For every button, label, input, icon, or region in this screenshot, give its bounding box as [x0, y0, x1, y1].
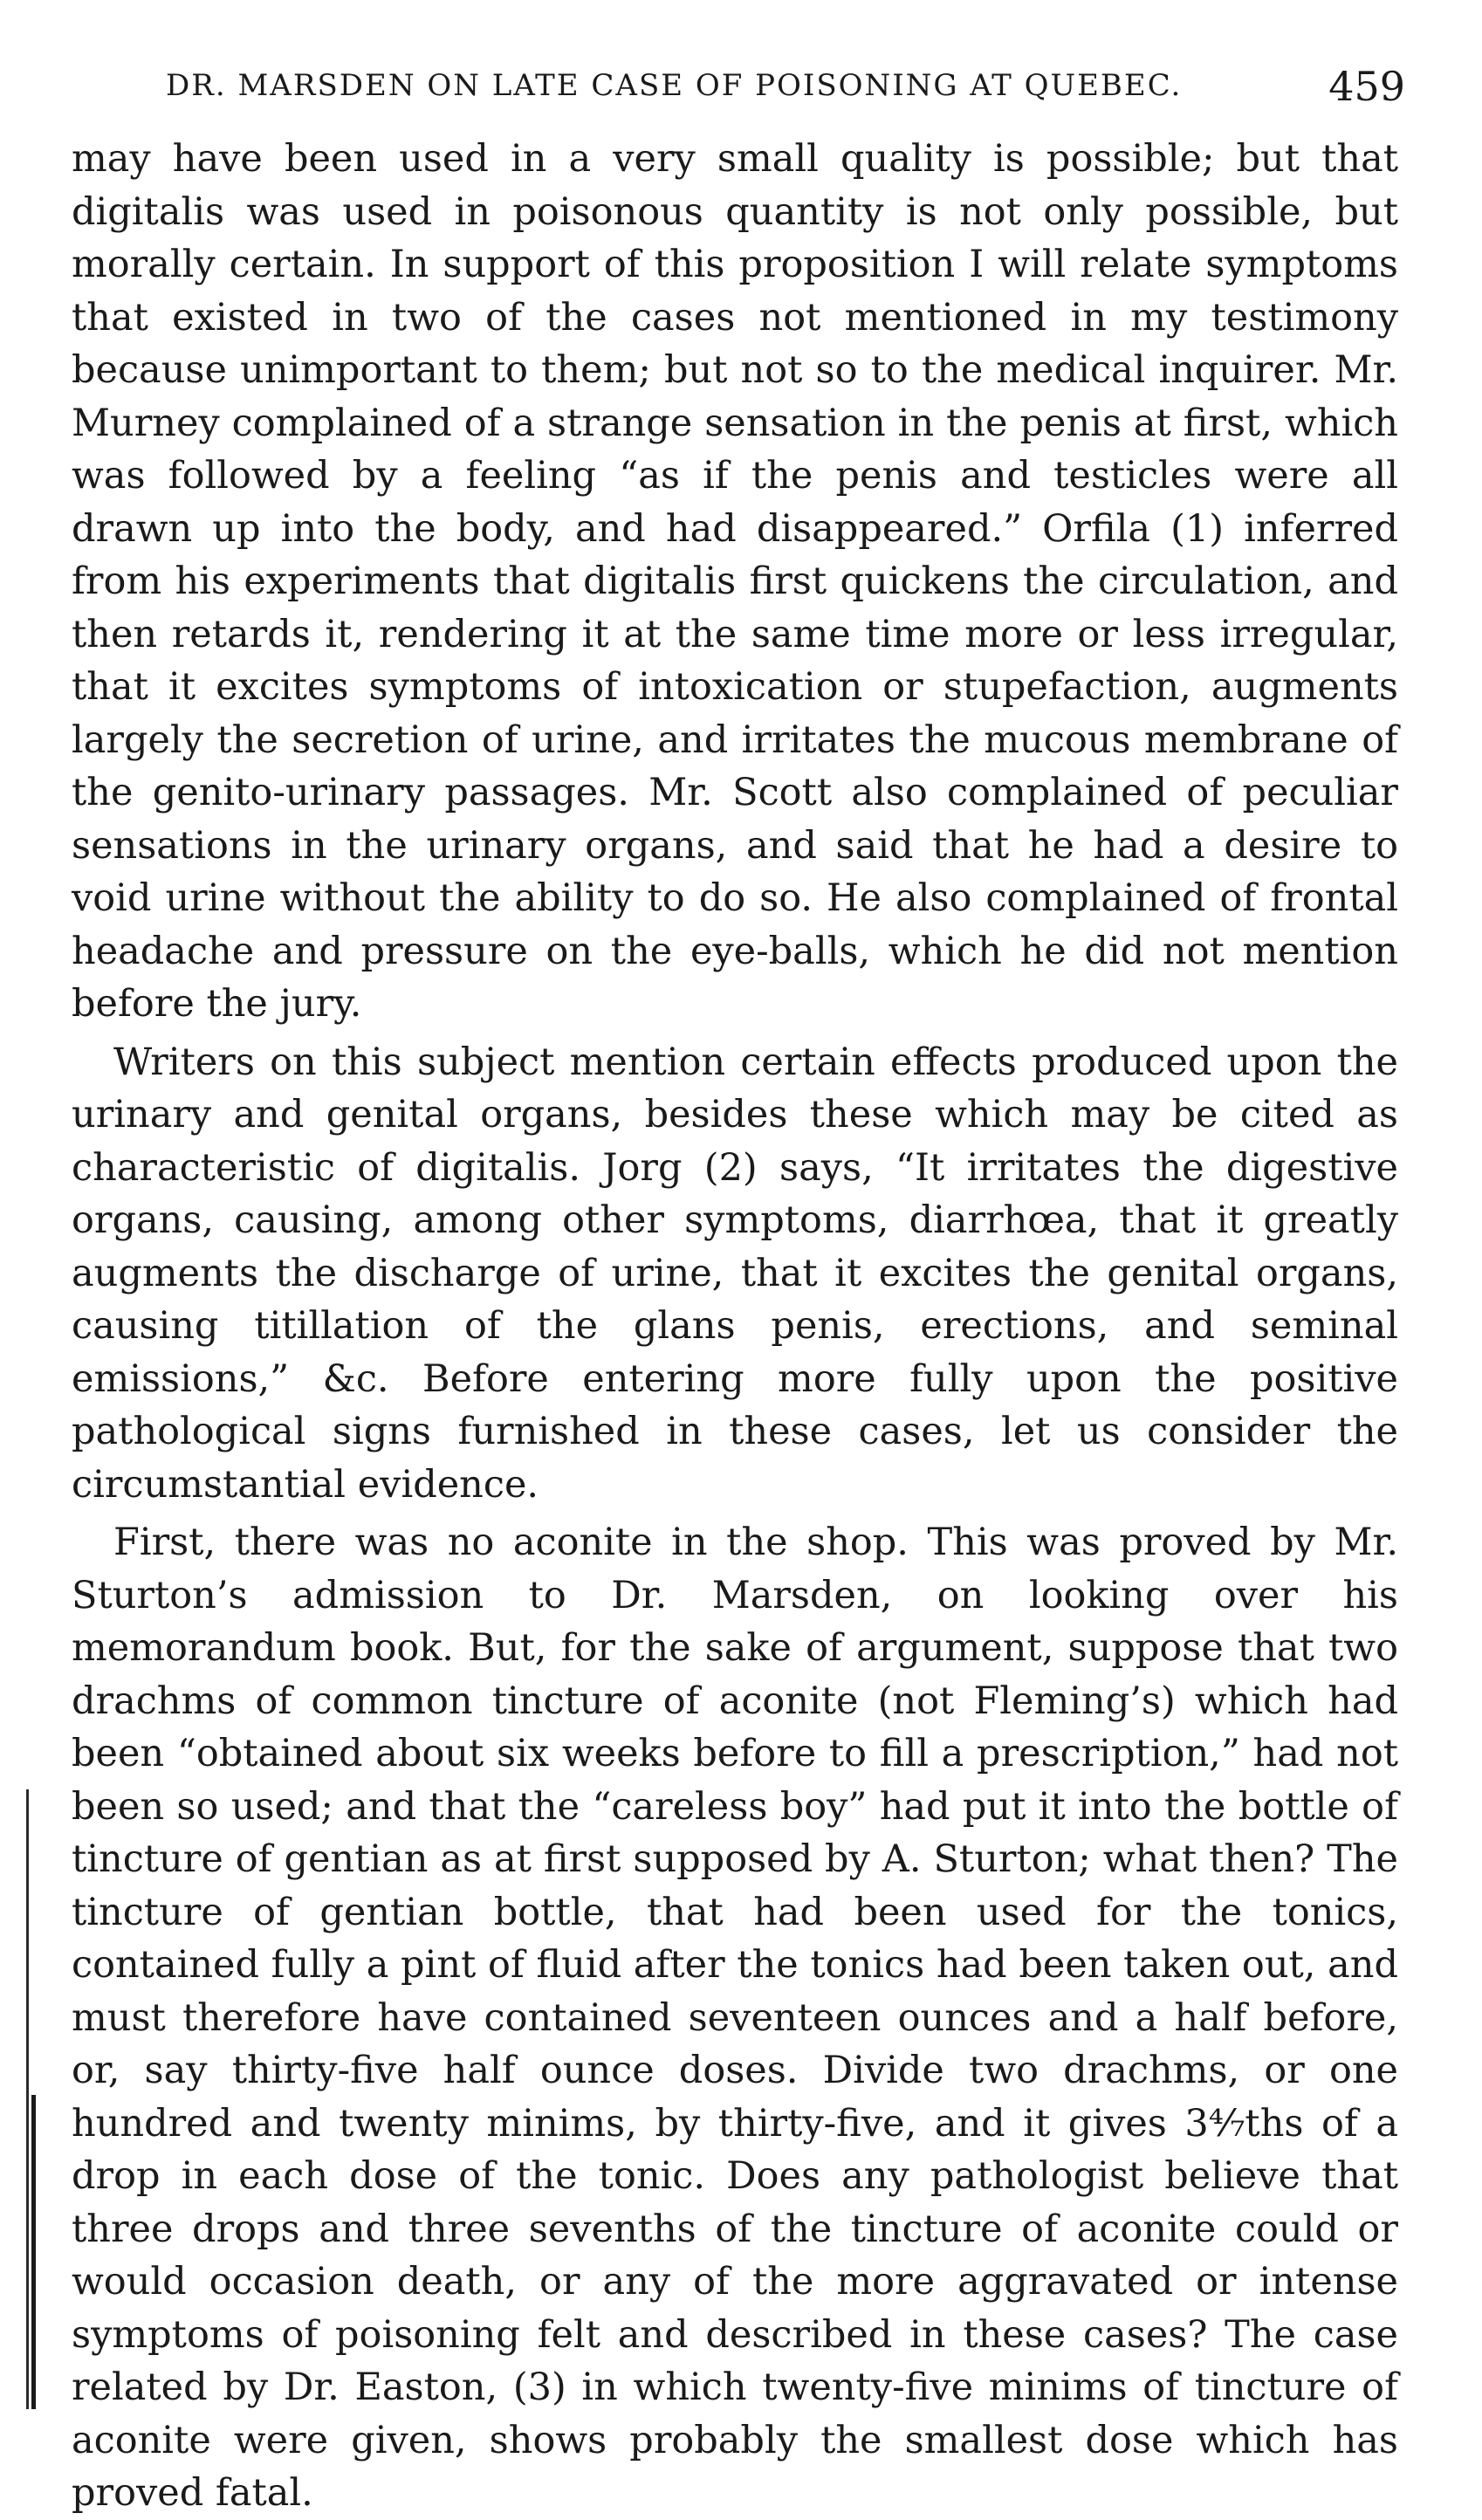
- page-number: 459: [1328, 63, 1405, 110]
- margin-annotation-line: [26, 1789, 29, 2409]
- paragraph-2: Writers on this subject mention certain effects produced upon the urinary and genital organs, besides these which may be cited as characteristic of digitalis. Jorg (2) says, “It irritates the digestive organs, causing, among other symptoms, diarrhœa, that it greatly augments the discharge of urine, that it excites the genital organs, causing titillation of the glans penis, erections, and seminal emissions,” &c. Before entering more fully upon the positive pathological signs furnished in these cases, let us consider the circumstantial evidence.: [72, 1040, 1398, 1507]
- margin-annotation-line-thick: [31, 2095, 36, 2409]
- paragraph-1: may have been used in a very small quality is possible; but that digitalis was used in poisonous quantity is not only possible, but morally certain. In support of this proposition I will relate symptoms that existed in two of the cases not mentioned in my testimony because unimportant to them; but not so to the medical inquirer. Mr. Murney complained of a strange sensation in the penis at first, which was followed by a feeling “as if the penis and testicles were all drawn up into the body, and had disappeared.” Orfila (1) inferred from his experiments that digitalis first quickens the circulation, and then retards it, rendering it at the same time more or less irregular, that it excites symptoms of intoxication or stupefaction, augments largely the secretion of urine, and irritates the mucous membrane of the genito-urinary passages. Mr. Scott also complained of peculiar sensations in the urinary organs, and said that he had a desire to void urine without the ability to do so. He also complained of frontal headache and pressure on the eye-balls, which he did not mention before the jury.: [72, 137, 1398, 1026]
- body-text: [72, 133, 1398, 2520]
- running-head: [166, 63, 1405, 115]
- paragraph-3: First, there was no aconite in the shop. This was proved by Mr. Sturton’s admission to Dr. Marsden, on looking over his memorandum book. But, for the sake of argument, suppose that two drachms of common tincture of aconite (not Fleming’s) which had been “obtained about six weeks before to fill a prescription,” had not been so used; and that the “careless boy” had put it into the bottle of tincture of gentian as at first supposed by A. Sturton; what then? The tincture of gentian bottle, that had been used for the tonics, contained fully a pint of fluid after the tonics had been taken out, and must therefore have contained seventeen ounces and a half before, or, say thirty-five half ounce doses. Divide two drachms, or one hundred and twenty minims, by thirty-five, and it gives 3⁴⁄₇ths of a drop in each dose of the tonic. Does any pathologist believe that three drops and three sevenths of the tincture of aconite could or would occasion death, or any of the more aggravated or intense symptoms of poisoning felt and described in these cases? The case related by Dr. Easton, (3) in which twenty-five minims of tincture of aconite were given, shows probably the smallest dose which has proved fatal.: [72, 1521, 1398, 2515]
- running-title: DR. MARSDEN ON LATE CASE OF POISONING AT QUEBEC.: [166, 68, 1183, 103]
